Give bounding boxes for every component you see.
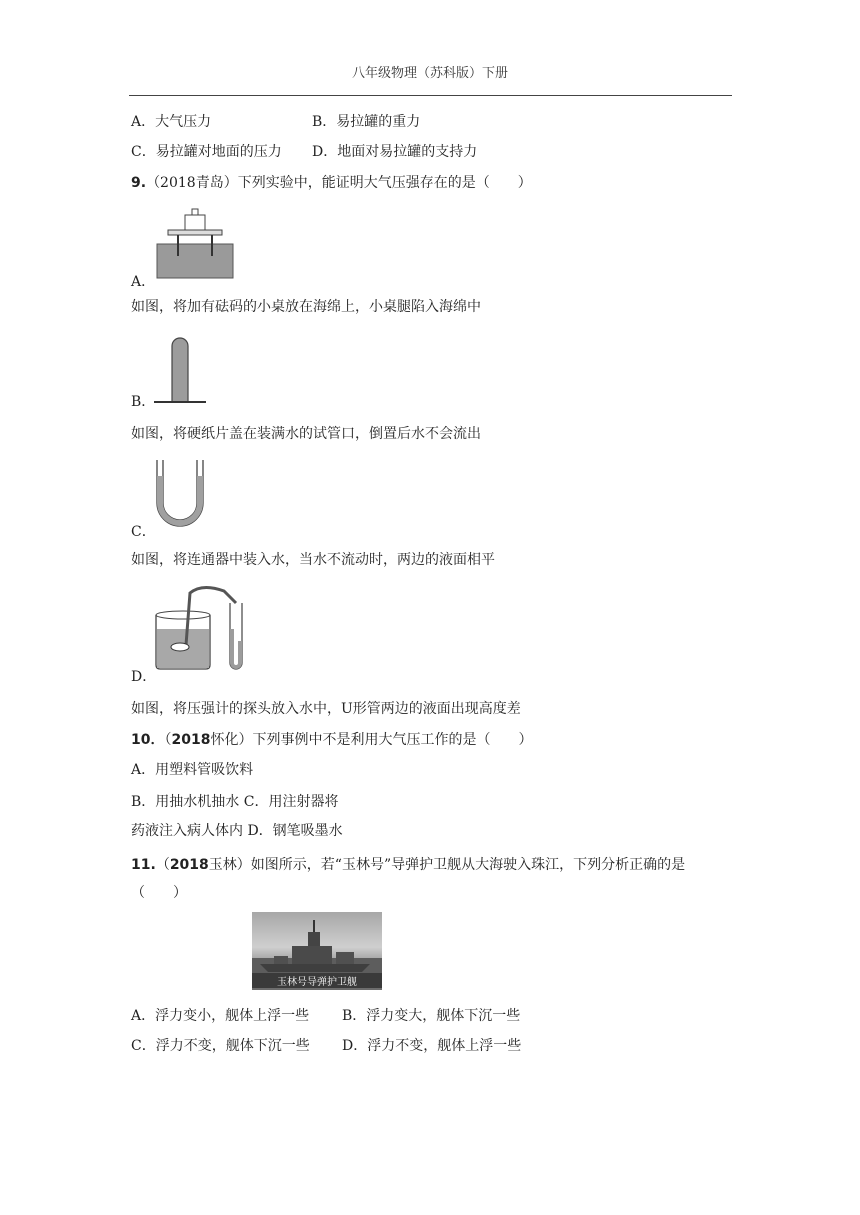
header-divider — [129, 95, 732, 96]
warship-photo — [252, 912, 382, 990]
q9-option-b-label: B． — [131, 394, 156, 410]
q10-stem-text: 怀化）下列事例中不是利用大气压工作的是（ ） — [210, 732, 533, 748]
figure-table-on-sponge — [150, 200, 240, 280]
q9-option-d-label: D． — [131, 669, 157, 685]
figure-u-tube — [150, 458, 210, 528]
q11-option-c: C．浮力不变，舰体下沉一些 — [131, 1038, 310, 1054]
q10-options-line2: B．用抽水机抽水 C．用注射器将 — [131, 794, 339, 810]
q10-year: 2018 — [171, 732, 211, 748]
q8-option-c: C．易拉罐对地面的压力 — [131, 144, 282, 160]
q9-stem — [131, 172, 532, 192]
figure-pressure-gauge — [150, 585, 250, 675]
q11-option-a: A．浮力变小，舰体上浮一些 — [131, 1008, 310, 1024]
q9-option-d-desc: 如图，将压强计的探头放入水中，U形管两边的液面出现高度差 — [131, 701, 521, 717]
q10-option-a: A．用塑料管吸饮料 — [131, 762, 254, 778]
q9-option-a-label: A． — [131, 274, 156, 290]
q11-stem — [131, 854, 685, 874]
q9-option-a-desc: 如图，将加有砝码的小桌放在海绵上，小桌腿陷入海绵中 — [131, 299, 481, 315]
q9-option-c-label: C． — [131, 524, 156, 540]
q10-stem-open: （ — [164, 732, 172, 748]
q11-number: 11. — [131, 857, 156, 873]
q9-number: 9. — [131, 175, 147, 191]
q8-option-d: D．地面对易拉罐的支持力 — [312, 144, 478, 160]
page-header: 八年级物理（苏科版）下册 — [351, 66, 508, 81]
q10-options-line3: 药液注入病人体内 D．钢笔吸墨水 — [131, 823, 343, 839]
q11-option-b: B．浮力变大，舰体下沉一些 — [342, 1008, 521, 1024]
warship-caption: 玉林号导弹护卫舰 — [252, 973, 382, 988]
q8-option-a: A．大气压力 — [131, 114, 212, 130]
q9-option-b-desc: 如图，将硬纸片盖在装满水的试管口，倒置后水不会流出 — [131, 426, 481, 442]
q11-option-d: D．浮力不变，舰体上浮一些 — [342, 1038, 522, 1054]
q9-stem-text: （2018青岛）下列实验中，能证明大气压强存在的是（ ） — [146, 175, 532, 191]
figure-inverted-test-tube — [150, 334, 210, 406]
q8-option-b: B．易拉罐的重力 — [312, 114, 421, 130]
q11-stem-text: 玉林）如图所示，若“玉林号”导弹护卫舰从大海驶入珠江，下列分析正确的是 — [208, 857, 686, 873]
q10-stem — [131, 729, 532, 749]
q11-answer-paren: （ ） — [131, 885, 187, 901]
q11-stem-open: （ — [155, 857, 170, 873]
q11-year: 2018 — [169, 857, 209, 873]
q10-number: 10． — [131, 732, 165, 748]
q9-option-c-desc: 如图，将连通器中装入水，当水不流动时，两边的液面相平 — [131, 552, 495, 568]
